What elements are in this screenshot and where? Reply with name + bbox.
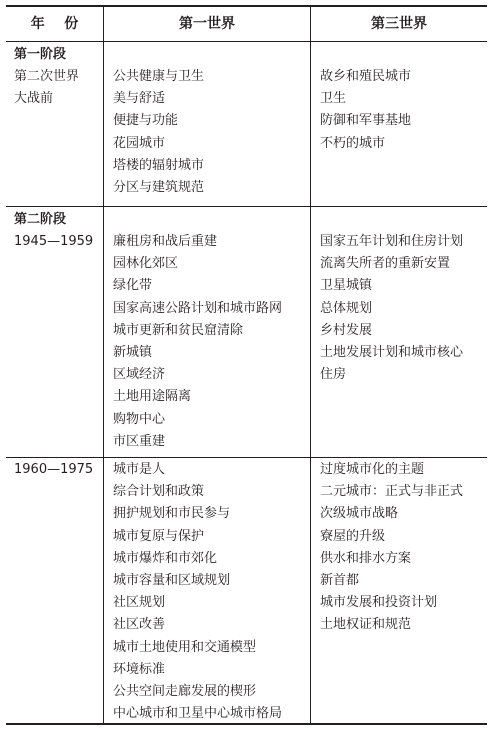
list-item: 卫生 (320, 91, 347, 107)
list-item: 城市容量和区域规划 (113, 573, 231, 589)
row3-first-world (113, 459, 282, 725)
list-item: 城市复原与保护 (113, 528, 205, 544)
row3-period (14, 459, 93, 481)
row2-period-line: 1945—1959 (14, 234, 94, 250)
row1-period-line: 大战前 (14, 91, 54, 107)
list-item: 公共空间走廊发展的楔形 (113, 684, 257, 700)
list-item: 购物中心 (113, 411, 166, 427)
list-item: 城市是人 (113, 462, 166, 477)
list-item: 分区与建筑规范 (113, 180, 205, 196)
row3-period-line: 1960—1975 (14, 462, 94, 477)
list-item: 流离失所者的重新安置 (320, 256, 451, 272)
list-item: 社区改善 (113, 617, 166, 633)
list-item: 二元城市：正式与非正式 (320, 484, 464, 500)
row2-period-title: 第二阶段 (14, 212, 67, 227)
header-third-world (311, 5, 487, 41)
list-item: 新首都 (320, 573, 360, 589)
list-item: 城市更新和贫民窟清除 (113, 322, 244, 338)
list-item: 乡村发展 (320, 322, 373, 338)
list-item: 总体规划 (320, 300, 373, 316)
row1-period-title: 第一阶段 (14, 47, 67, 62)
header-first-world-text: 第一世界 (179, 16, 235, 32)
list-item: 综合计划和政策 (113, 484, 205, 500)
list-item: 拥护规划和市民参与 (113, 506, 231, 522)
list-item: 国家五年计划和住房计划 (320, 234, 464, 249)
list-item: 土地发展计划和城市核心 (320, 345, 464, 361)
header-third-world-text: 第三世界 (371, 16, 427, 32)
header-divider (6, 41, 487, 42)
row2-first-world (113, 231, 282, 453)
header-first-world (104, 5, 310, 41)
list-item: 供水和排水方案 (320, 550, 412, 566)
row1-period (14, 44, 79, 111)
list-item: 过度城市化的主题 (320, 462, 425, 477)
list-item: 便捷与功能 (113, 113, 179, 129)
row2-third-world (320, 231, 463, 386)
list-item: 美与舒适 (113, 91, 166, 107)
column-divider-2 (310, 5, 311, 725)
list-item: 城市土地使用和交通模型 (113, 639, 257, 655)
list-item: 新城镇 (113, 345, 153, 361)
list-item: 土地权证和规范 (320, 617, 412, 633)
list-item: 花园城市 (113, 135, 166, 151)
list-item: 中心城市和卫星中心城市格局 (113, 706, 283, 722)
list-item: 塔楼的辐射城市 (113, 157, 205, 173)
list-item: 故乡和殖民城市 (320, 69, 412, 84)
list-item: 环境标准 (113, 661, 166, 677)
list-item: 次级城市战略 (320, 506, 399, 522)
list-item: 住房 (320, 367, 347, 383)
list-item: 城市爆炸和市郊化 (113, 550, 218, 566)
list-item: 国家高速公路计划和城市路网 (113, 300, 283, 316)
column-divider-1 (103, 5, 104, 725)
list-item: 卫星城镇 (320, 278, 373, 294)
row1-period-line: 第二次世界 (14, 69, 80, 85)
list-item: 不朽的城市 (320, 135, 386, 151)
list-item: 市区重建 (113, 433, 166, 449)
list-item: 寮屋的升级 (320, 528, 386, 544)
list-item: 公共健康与卫生 (113, 69, 205, 84)
list-item: 防御和军事基地 (320, 113, 412, 129)
header-year (6, 5, 103, 41)
list-item: 区域经济 (113, 367, 166, 383)
list-item: 绿化带 (113, 278, 153, 294)
list-item: 廉租房和战后重建 (113, 234, 218, 249)
planning-periods-table (6, 5, 487, 725)
row1-first-world (113, 66, 204, 199)
row-divider-2 (6, 457, 487, 458)
list-item: 土地用途隔离 (113, 389, 192, 405)
list-item: 城市发展和投资计划 (320, 595, 438, 611)
row1-third-world (320, 66, 411, 155)
list-item: 社区规划 (113, 595, 166, 611)
row3-third-world (320, 459, 463, 637)
list-item: 园林化郊区 (113, 256, 179, 272)
header-year-text: 年 份 (30, 16, 79, 32)
row-divider-1 (6, 206, 487, 207)
row2-period (14, 209, 93, 253)
